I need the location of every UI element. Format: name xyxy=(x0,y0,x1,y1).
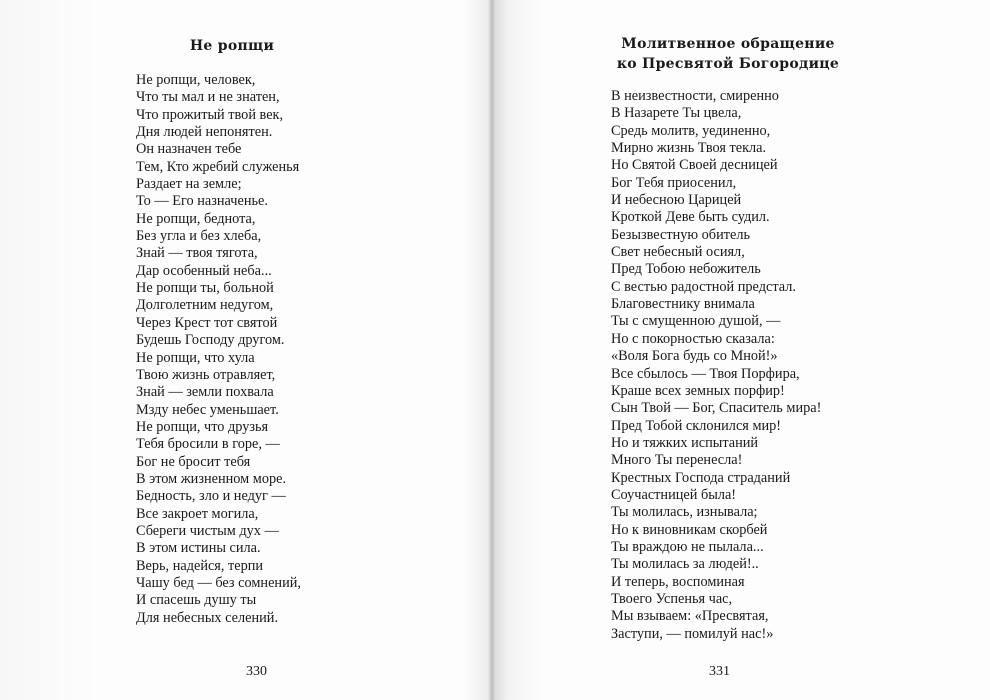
poem-right xyxy=(611,88,821,643)
poem-line: Средь молитв, уединенно, xyxy=(611,122,771,139)
poem-line: Пред Тобою небожитель xyxy=(611,261,761,278)
poem-title-right xyxy=(578,34,878,74)
poem-line: Без угла и без хлеба, xyxy=(136,228,262,245)
poem-line: Благовестнику внимала xyxy=(611,296,755,313)
poem-line: Бог не бросит тебя xyxy=(136,453,251,470)
poem-line: И спасешь душу ты xyxy=(136,592,257,609)
poem-line: Твоего Успенья час, xyxy=(611,590,733,607)
poem-line: Ты с смущенною душой, — xyxy=(611,313,781,330)
poem-line: Бедность, зло и недуг — xyxy=(136,488,286,505)
poem-line: Будешь Господу другом. xyxy=(136,332,285,349)
poem-line: Знай — земли похвала xyxy=(136,384,274,401)
poem-line: Кроткой Деве быть судил. xyxy=(611,209,770,226)
poem-line: Соучастницей была! xyxy=(611,486,737,503)
poem-line: Все закроет могила, xyxy=(136,505,259,522)
poem-line: Мы взываем: «Пресвятая, xyxy=(611,608,769,625)
poem-line: Твою жизнь отравляет, xyxy=(136,366,276,383)
poem-line: В этом истины сила. xyxy=(136,540,261,557)
poem-line: Пред Тобой склонился мир! xyxy=(611,417,782,434)
poem-line: Свет небесный осиял, xyxy=(611,244,745,261)
poem-line: Верь, надейся, терпи xyxy=(136,557,264,574)
book-gutter xyxy=(488,0,496,700)
poem-line: В неизвестности, смиренно xyxy=(611,88,779,104)
poem-line: И теперь, воспоминая xyxy=(611,573,745,590)
poem-line: Мирно жизнь Твоя текла. xyxy=(611,140,767,157)
poem-line: И небесною Царицей xyxy=(611,192,742,209)
poem-line: Не ропщи, беднота, xyxy=(136,210,256,227)
poem-line: Безызвестную обитель xyxy=(611,226,750,243)
poem-title-right-line1: Молитвенное обращение xyxy=(621,36,835,52)
poem-line: Он назначен тебе xyxy=(136,141,242,158)
poem-line: Дар особенный неба... xyxy=(136,262,272,279)
poem-line: Но Святой Своей десницей xyxy=(611,157,778,174)
poem-line: Крестных Господа страданий xyxy=(611,469,791,486)
poem-title-right-line2: ко Пресвятой Богородице xyxy=(616,56,840,72)
right-page xyxy=(493,0,990,700)
poem-line: «Воля Бога будь со Мной!» xyxy=(611,348,778,365)
poem-line: Чашу бед — без сомнений, xyxy=(136,574,301,591)
poem-line: С вестью радостной предстал. xyxy=(611,278,796,295)
poem-line: Но к виновникам скорбей xyxy=(611,521,768,538)
poem-line: Мзду небес уменьшает. xyxy=(136,401,279,418)
poem-line: То — Его назначенье. xyxy=(136,193,268,210)
poem-line: Краше всех земных порфир! xyxy=(611,382,785,399)
poem-line: Но и тяжких испытаний xyxy=(611,434,759,451)
poem-line: Заступи, — помилуй нас!» xyxy=(611,625,774,642)
poem-line: Бог Тебя приосенил, xyxy=(611,174,737,191)
poem-line: Сбереги чистым дух — xyxy=(136,522,279,539)
poem-line: Ты молилась, изнывала; xyxy=(611,504,758,521)
poem-line: В Назарете Ты цвела, xyxy=(611,105,742,122)
left-page xyxy=(0,0,493,700)
poem-line: Знай — твоя тягота, xyxy=(136,245,258,262)
poem-line: Долголетним недугом, xyxy=(136,297,274,314)
poem-line: Что ты мал и не знатен, xyxy=(136,89,280,106)
poem-line: Тем, Кто жребий служенья xyxy=(136,158,300,175)
page-number-right: 331 xyxy=(709,664,730,679)
poem-line: Дня людей непонятен. xyxy=(136,124,273,141)
poem-line: Через Крест тот святой xyxy=(136,314,278,331)
poem-line: Не ропщи, человек, xyxy=(136,72,256,88)
poem-line: Что прожитый твой век, xyxy=(136,106,284,123)
poem-left xyxy=(136,72,301,627)
poem-line: Не ропщи, что друзья xyxy=(136,418,269,435)
poem-line: Тебя бросили в горе, — xyxy=(136,436,280,453)
poem-line: Не ропщи ты, больной xyxy=(136,280,274,297)
poem-line: В этом жизненном море. xyxy=(136,470,287,487)
poem-title-left: Не ропщи xyxy=(189,38,275,54)
poem-line: Раздает на земле; xyxy=(136,176,242,193)
poem-line: Сын Твой — Бог, Спаситель мира! xyxy=(611,400,822,417)
poem-line: Много Ты перенесла! xyxy=(611,452,743,469)
poem-line: Все сбылось — Твоя Порфира, xyxy=(611,365,800,382)
poem-line: Не ропщи, что хула xyxy=(136,349,255,366)
page-number-left: 330 xyxy=(246,664,267,679)
poem-line: Но с покорностью сказала: xyxy=(611,330,775,347)
poem-line: Ты молилась за людей!.. xyxy=(611,556,759,573)
poem-line: Ты враждою не пылала... xyxy=(611,538,764,555)
poem-line: Для небесных селений. xyxy=(136,609,279,626)
